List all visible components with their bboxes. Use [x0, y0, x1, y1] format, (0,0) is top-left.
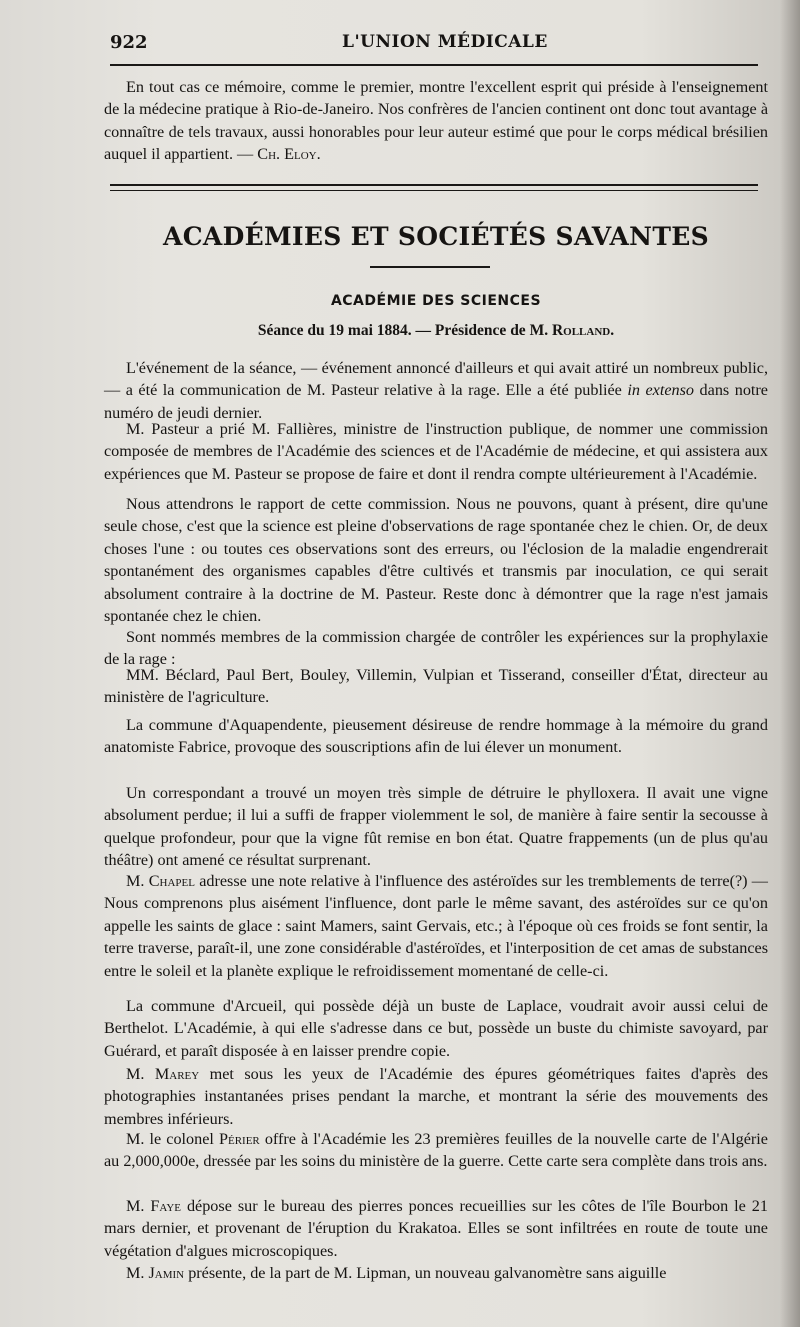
section-title: ACADÉMIES ET SOCIÉTÉS SAVANTES [163, 222, 709, 251]
paragraph-11 [104, 1128, 768, 1173]
p11-name: Périer [218, 1130, 260, 1148]
p13-prefix: M. [126, 1264, 149, 1282]
page-header [110, 32, 760, 60]
section-divider-top [110, 184, 758, 186]
seance-president: Rolland [551, 322, 611, 339]
paragraph-13 [104, 1262, 768, 1284]
p11-text: offre à l'Académie les 23 premières feuilles de la nouvelle carte de l'Algérie au 2,000,000e, dressée par les soins du ministère de la guerre. Cette carte sera complète dans trois ans. [104, 1130, 768, 1171]
running-title: L'UNION MÉDICALE [342, 32, 548, 52]
page-number: 922 [110, 32, 148, 53]
p8-prefix: M. [126, 872, 149, 890]
paragraph-5: MM. Béclard, Paul Bert, Bouley, Villemin, Vulpian et Tisserand, conseiller d'État, directeur au ministère de l'agriculture. [104, 666, 768, 707]
seance-suffix: . [610, 322, 615, 339]
paragraph-7: Un correspondant a trouvé un moyen très simple de détruire le phylloxera. Il avait une vigne absolument perdue; il lui a suffi de frapper violemment le sol, de manière à faire sentir la secousse à quelque profondeur, pour que la vigne fût remise en bon état. Quatre frappements (un de plus qu'au théâtre) ont amené ce résultat surprenant. [104, 784, 768, 870]
p10-prefix: M. [126, 1065, 155, 1083]
p1-italic: in extenso [627, 381, 695, 400]
page-edge-shadow [780, 0, 800, 1327]
p12-text: dépose sur le bureau des pierres ponces recueillies sur les côtes de l'île Bourbon le 21 mars dernier, et provenant de l'éruption du Krakatoa. Elles se sont infiltrées en route de toute une végétation d'algues microscopiques. [104, 1197, 768, 1260]
section-divider-bottom [110, 190, 758, 191]
paragraph-6: La commune d'Aquapendente, pieusement désireuse de rendre hommage à la mémoire du grand anatomiste Fabrice, provoque des souscriptions afin de lui élever un monument. [104, 716, 768, 757]
paragraph-3: Nous attendrons le rapport de cette commission. Nous ne pouvons, quant à présent, dire qu'une seule chose, c'est que la science est pleine d'observations de rage spontanée chez le chien. Or, de deux choses l'une : ou toutes ces observations sont des erreurs, ou l'éclosion de la maladie engendrerait spontanément des organismes capables d'être cultivés et transmis par inoculation, ce qui serait absolument contraire à la doctrine de M. Pasteur. Reste donc à démontrer que la rage n'est jamais spontanée chez le chien. [104, 495, 768, 626]
title-underline [370, 266, 490, 268]
seance-prefix: Séance du 19 mai 1884. — Présidence de M. [257, 322, 552, 339]
p1-text: L'événement de la séance, — événement annoncé d'ailleurs et qui avait attiré un nombreux public, — a été la communication de M. Pasteur relative à la rage. Elle a été publiée [104, 359, 768, 400]
paragraph-4: Sont nommés membres de la commission chargée de contrôler les expériences sur la prophylaxie de la rage : [104, 628, 768, 669]
paragraph-10 [104, 1063, 768, 1130]
intro-signature: Ch. Eloy. [257, 145, 321, 164]
p13-name: Jamin [148, 1264, 185, 1282]
p8-name: Chapel [148, 872, 195, 890]
p1-end: dans notre numéro de jeudi dernier. [104, 381, 768, 422]
header-rule [110, 64, 758, 66]
p10-text: met sous les yeux de l'Académie des épures géométriques faites d'après des photographies instantanées prises pendant la marche, et montrant la série des mouvements des membres inférieurs. [104, 1065, 768, 1128]
intro-text: En tout cas ce mémoire, comme le premier, montre l'excellent esprit qui préside à l'enseignement de la médecine pratique à Rio-de-Janeiro. Nos confrères de l'ancien continent ont donc tout avantage à connaître de tels travaux, aussi honorables pour leur auteur estimé que pour le corps médical brésilien auquel il appartient. — [104, 78, 768, 164]
paragraph-2: M. Pasteur a prié M. Fallières, ministre de l'instruction publique, de nommer une commission composée de membres de l'Académie des sciences et de l'Académie de médecine, et qui assistera aux expériences que M. Pasteur se propose de faire et dont il rendra compte ultérieurement à l'Académie. [104, 420, 768, 483]
p10-name: Marey [154, 1065, 200, 1083]
paragraph-1 [104, 357, 768, 424]
p11-prefix: M. le colonel [126, 1130, 219, 1148]
subsection-title: ACADÉMIE DES SCIENCES [330, 293, 542, 309]
paragraph-8 [104, 870, 768, 982]
p12-prefix: M. [126, 1197, 151, 1215]
p12-name: Faye [150, 1197, 181, 1215]
paragraph-12 [104, 1195, 768, 1262]
paragraph-9: La commune d'Arcueil, qui possède déjà un buste de Laplace, voudrait avoir aussi celui de Berthelot. L'Académie, à qui elle s'adresse dans ce but, possède un buste du chimiste savoyard, par Guérard, et paraît disposée à en laisser prendre copie. [104, 997, 768, 1060]
p13-text: présente, de la part de M. Lipman, un nouveau galvanomètre sans aiguille [184, 1264, 667, 1282]
p8-text: adresse une note relative à l'influence des astéroïdes sur les tremblements de terre(?) — Nous comprenons plus aisément l'influence, dont parle le même savant, des astéroïdes sur ce qu'on appelle les saints de glace : saint Mamers, saint Gervais, etc.; à l'époque où ces froids se font sentir, la terre traverse, paraît-il, une zone considérable d'astéroïdes, et l'interposition de cet amas de substances entre le soleil et la planète explique le refroidissement momentané de celle-ci. [104, 872, 768, 980]
intro-paragraph [104, 76, 768, 166]
seance-line [104, 322, 768, 340]
